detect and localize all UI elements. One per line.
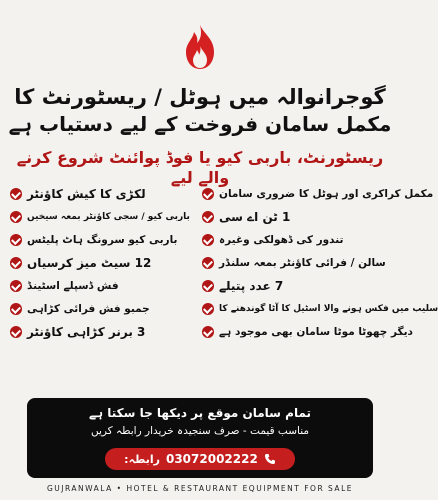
check-icon: [202, 303, 214, 315]
check-icon: [10, 280, 22, 292]
check-icon: [202, 234, 214, 246]
list-item: مکمل کراکری اور ہوٹل کا ضروری سامان: [202, 183, 390, 205]
flame-icon: [183, 24, 217, 70]
list-item: 1 ٹن اے سی: [202, 206, 390, 228]
subheading: ریسٹورنٹ، باربی کیو یا فوڈ پوائنٹ شروع کرنے والے لیے: [16, 148, 384, 187]
check-icon: [202, 211, 214, 223]
check-icon: [10, 257, 22, 269]
list-item: 3 برنر کڑاہی کاؤنٹر: [10, 321, 198, 343]
phone-number: 03072002222: [165, 452, 258, 466]
call-button[interactable]: [105, 448, 295, 470]
list-item: 12 سیٹ میز کرسیاں: [10, 252, 198, 274]
list-item: تندور کی ڈھولکی وغیرہ: [202, 229, 390, 251]
check-icon: [202, 188, 214, 200]
check-icon: [10, 326, 22, 338]
footer-caption: GUJRANWALA • HOTEL & RESTAURANT EQUIPMENT FOR SALE: [47, 484, 353, 493]
list-item: سالن / فرائی کاؤنٹر بمعہ سلنڈر: [202, 252, 390, 274]
main-heading-line1: گوجرانوالہ میں ہوٹل / ریسٹورنٹ کا: [14, 85, 386, 109]
check-icon: [10, 303, 22, 315]
check-icon: [202, 326, 214, 338]
contact-label: رابطہ:: [124, 452, 160, 466]
list-item: باربی کیو سرونگ ہاٹ پلیٹس: [10, 229, 198, 251]
list-item: جمبو فش فرائی کڑاہی: [10, 298, 198, 320]
contact-line1: تمام سامان موقع پر دیکھا جا سکتا ہے: [88, 406, 312, 420]
contact-box: [27, 398, 373, 478]
check-icon: [10, 234, 22, 246]
main-heading-line2: مکمل سامان فروخت کے لیے دستیاب ہے: [8, 112, 392, 136]
list-item: باربی کیو / سجی کاؤنٹر بمعہ سیخیں: [10, 206, 198, 228]
left-items-list: [10, 183, 198, 344]
phone-icon: [264, 453, 276, 465]
right-items-list: [202, 183, 438, 344]
check-icon: [10, 188, 22, 200]
list-item: فش ڈسپلے اسٹینڈ: [10, 275, 198, 297]
list-item: 7 عدد پتیلے: [202, 275, 390, 297]
check-icon: [202, 280, 214, 292]
check-icon: [10, 211, 22, 223]
check-icon: [202, 257, 214, 269]
contact-line2: مناسب قیمت - صرف سنجیدہ خریدار رابطہ کریں: [90, 425, 310, 437]
list-item: لکڑی کا کیش کاؤنٹر: [10, 183, 198, 205]
list-item: دیگر چھوٹا موٹا سامان بھی موجود ہے: [202, 321, 390, 343]
list-item: سلیب میں فکس ہونے والا اسٹیل کا آٹا گوندھنے کا: [202, 298, 390, 320]
